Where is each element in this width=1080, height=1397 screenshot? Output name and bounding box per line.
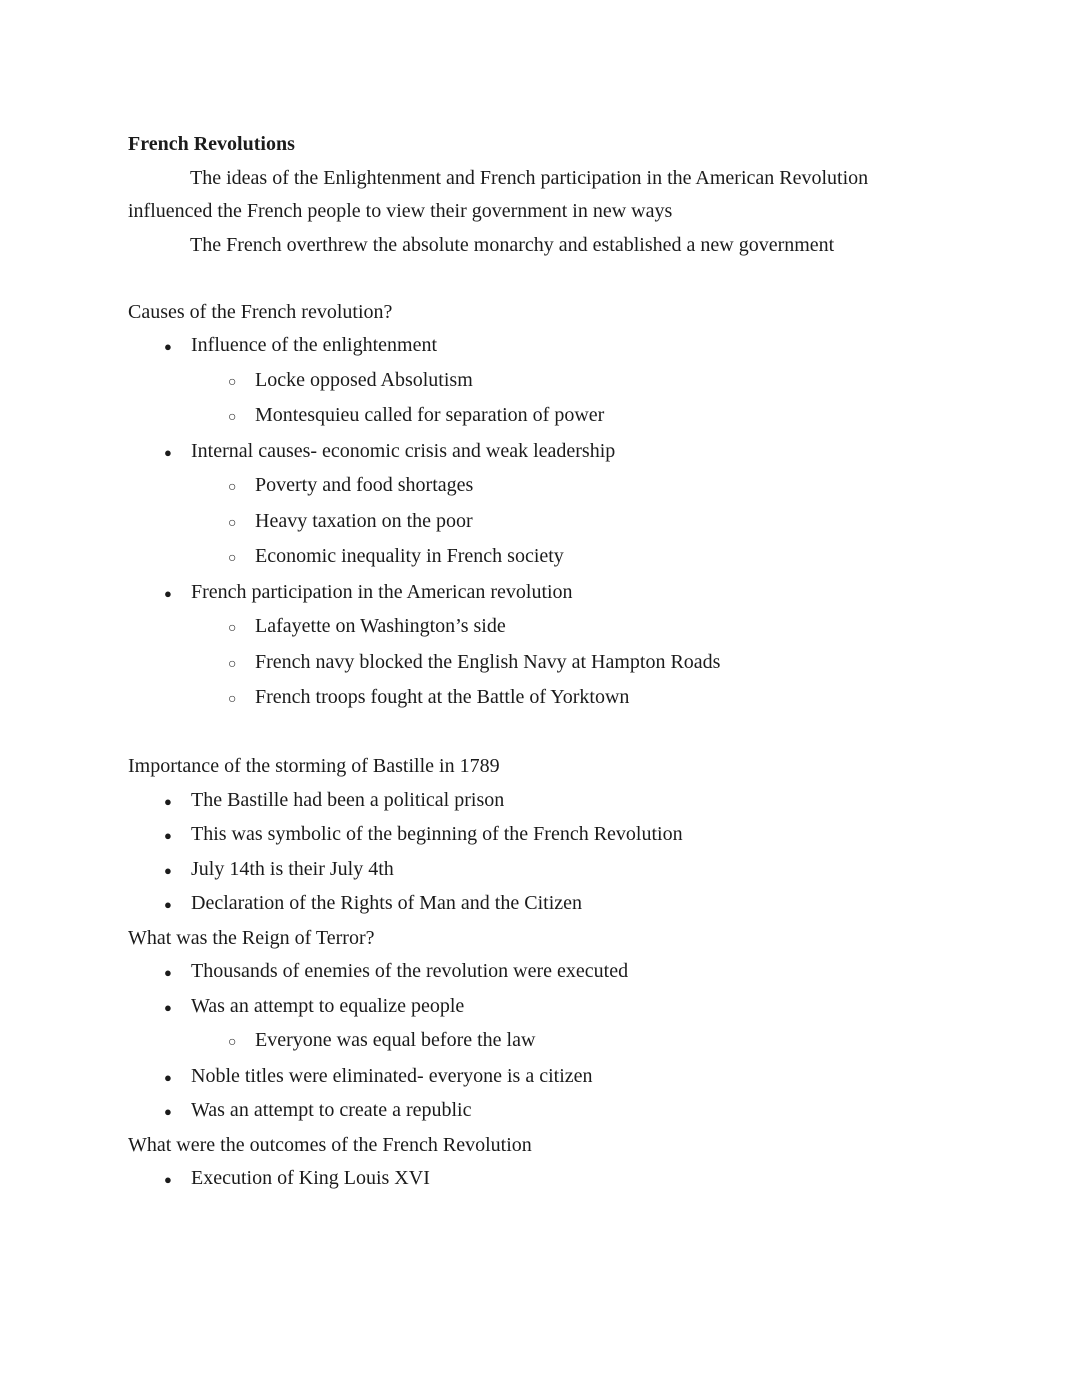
list-item-text: Thousands of enemies of the revolution were executed [191, 960, 629, 982]
section-heading-causes: Causes of the French revolution? [128, 300, 393, 323]
section-heading-bastille: Importance of the storming of Bastille in 1789 [128, 755, 500, 777]
list-item-text: The Bastille had been a political prison [191, 788, 505, 811]
circle-bullet-icon: ○ [228, 410, 237, 425]
bullet-icon: ● [164, 828, 172, 843]
list-item-text: Economic inequality in French society [255, 545, 564, 567]
list-item [128, 784, 956, 819]
list-item-text: Was an attempt to create a republic [191, 1099, 472, 1121]
bullet-icon: ● [164, 999, 172, 1015]
bullet-icon: ● [164, 1069, 172, 1085]
list-item [128, 576, 956, 611]
paragraph: The ideas of the Enlightenment and French participation in the American Revolution influenced the French people to view their government in new ways [128, 166, 869, 222]
circle-bullet-icon: ○ [228, 480, 237, 495]
list-item [128, 646, 956, 682]
section-heading-terror: What was the Reign of Terror? [128, 926, 375, 949]
list-item-text: Lafayette on Washington’s side [255, 615, 506, 637]
list-item-text: Montesquieu called for separation of power [255, 404, 605, 426]
circle-bullet-icon: ○ [228, 621, 237, 636]
list-item [128, 435, 956, 470]
list-item [128, 818, 956, 853]
circle-bullet-icon: ○ [228, 1035, 237, 1050]
list-item-text: Locke opposed Absolutism [255, 368, 473, 391]
bullet-icon: ● [164, 444, 172, 460]
list-item-text: This was symbolic of the beginning of the French Revolution [191, 823, 683, 845]
list-item [128, 853, 956, 888]
bullet-icon: ● [164, 1104, 172, 1119]
circle-bullet-icon: ○ [228, 374, 237, 390]
list-item [128, 955, 956, 990]
list-item [128, 469, 956, 505]
bullet-icon: ● [164, 1172, 172, 1187]
list-item-text: French participation in the American revolution [191, 580, 573, 603]
list-item [128, 540, 956, 576]
bullet-icon: ● [164, 585, 172, 601]
list-item-text: July 14th is their July 4th [191, 857, 394, 880]
list-item [128, 505, 956, 541]
bullet-icon: ● [164, 793, 172, 809]
paragraph: The French overthrew the absolute monarchy and established a new government [190, 233, 835, 256]
list-item [128, 1024, 956, 1060]
list-item [128, 1094, 956, 1129]
list-item-text: Heavy taxation on the poor [255, 509, 473, 532]
list-item [128, 1162, 956, 1197]
list-item-text: Declaration of the Rights of Man and the Citizen [191, 892, 583, 914]
list-item-text: Noble titles were eliminated- everyone is a citizen [191, 1064, 593, 1087]
bullet-icon: ● [164, 965, 172, 980]
circle-bullet-icon: ○ [228, 551, 237, 566]
list-item [128, 1060, 956, 1095]
list-item [128, 610, 956, 646]
list-item [128, 364, 956, 400]
list-item-text: Execution of King Louis XVI [191, 1167, 430, 1189]
list-item [128, 329, 956, 364]
list-item [128, 399, 956, 435]
list-item-text: Everyone was equal before the law [255, 1029, 536, 1051]
circle-bullet-icon: ○ [228, 692, 237, 707]
list-item-text: Internal causes- economic crisis and weak leadership [191, 439, 616, 462]
list-item [128, 681, 956, 717]
circle-bullet-icon: ○ [228, 656, 237, 672]
list-item [128, 887, 956, 922]
list-item-text: French navy blocked the English Navy at Hampton Roads [255, 650, 721, 673]
list-item-text: French troops fought at the Battle of Yorktown [255, 686, 630, 708]
bullet-icon: ● [164, 339, 172, 354]
list-item-text: Poverty and food shortages [255, 474, 474, 496]
list-item [128, 990, 956, 1025]
list-item-text: Influence of the enlightenment [191, 334, 438, 356]
bullet-icon: ● [164, 897, 172, 912]
section-heading-outcomes: What were the outcomes of the French Revolution [128, 1133, 532, 1156]
list-item-text: Was an attempt to equalize people [191, 994, 465, 1017]
circle-bullet-icon: ○ [228, 515, 237, 531]
document-title: French Revolutions [128, 133, 295, 155]
bullet-icon: ● [164, 862, 172, 878]
